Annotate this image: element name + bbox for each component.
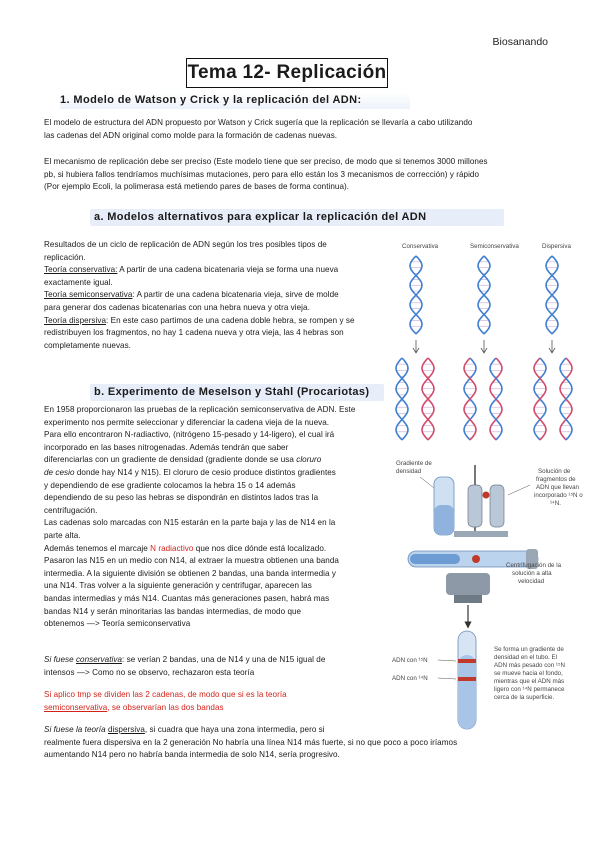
- svg-text:se mueve hacia el fondo,: se mueve hacia el fondo,: [494, 670, 563, 677]
- svg-text:ADN que llevan: ADN que llevan: [536, 484, 579, 491]
- parent-helix-1: [410, 256, 422, 334]
- svg-text:mientras que el ADN más: mientras que el ADN más: [494, 678, 565, 685]
- brand-label: Biosanando: [492, 36, 548, 48]
- dispersiva-term: Teoría dispersiva: [44, 315, 107, 325]
- svg-text:Centrifugación de la: Centrifugación de la: [506, 562, 562, 569]
- conservativa-note: Si fuese conservativa: se verían 2 bandas, una de N14 y una de N15 igual de intensos —> Como no se observo, rechazaron esta teoría: [44, 655, 326, 677]
- section1-heading: 1. Modelo de Watson y Crick y la replicación del ADN:: [60, 92, 410, 109]
- svg-text:Gradiente de: Gradiente de: [396, 460, 432, 467]
- parent-helix-2: [478, 256, 490, 334]
- svg-text:Solución de: Solución de: [538, 468, 571, 475]
- col-conservativa-label: Conservativa: [402, 243, 439, 250]
- col-semiconservativa-label: Semiconservativa: [470, 243, 519, 250]
- replication-models-figure: [392, 236, 582, 451]
- svg-text:fragmentos de: fragmentos de: [536, 476, 576, 483]
- col-dispersiva-label: Dispersiva: [542, 243, 571, 250]
- dispersiva-note: Si fuese la teoría dispersiva, si cuadra que haya una zona intermedia, pero si realmente fuera dispersiva en la 2 generación No habría una línea N14 más fuerte, si no que poco a poco iríamos aumentando N14 pero no habría banda intermedia de solo N14, sería progresivo.: [44, 725, 458, 760]
- meselson-stahl-figure: [390, 455, 595, 735]
- svg-text:Se forma un gradiente de: Se forma un gradiente de: [494, 646, 564, 653]
- svg-text:velocidad: velocidad: [518, 578, 545, 585]
- svg-text:¹⁴N.: ¹⁴N.: [550, 500, 561, 507]
- svg-text:ligero con ¹⁴N permanece: ligero con ¹⁴N permanece: [494, 686, 565, 693]
- conservativa-term: Teoría conservativa:: [44, 265, 118, 275]
- conservativa-daughter-2: [422, 358, 434, 440]
- svg-text:densidad: densidad: [396, 468, 422, 475]
- band-n14-label: ADN con ¹⁴N: [392, 675, 428, 682]
- sectionA-text: Resultados de un ciclo de replicación de ADN según los tres posibles tipos de replicación. Teoría conservativa: A partir de una cadena bicatenaria vieja se forma una nueva exactamente igual. Teoría semiconservativa: A partir de una cadena bicatenaria vieja, sirve de molde para generar dos cadenas bicatenarias con una hebra nueva y otra vieja. Teoría dispersiva: En este caso partimos de una cadena doble hebra, se rompen y se redistribuyen los fragmentos, no hay 1 cadena nueva y otra vieja, las 4 hebras son completamente nuevas.: [44, 240, 355, 350]
- svg-text:cerca de la superficie.: cerca de la superficie.: [494, 694, 555, 701]
- parent-helix-3: [546, 256, 558, 334]
- semiconservativa-term: Teoría semiconservativa: [44, 290, 133, 300]
- sectionA-heading: a. Modelos alternativos para explicar la replicación del ADN: [90, 209, 504, 226]
- svg-text:solución a alta: solución a alta: [512, 570, 552, 577]
- semiconservativa-note: Si aplico tmp se dividen las 2 cadenas, de modo que si es la teoría semiconservativa, se observarían las dos bandas: [44, 690, 287, 712]
- section1-paragraph1: El modelo de estructura del ADN propuesto por Watson y Crick sugería que la replicación se llevaría a cabo utilizando las cadenas del ADN original como molde para la formación de cadenas nuevas.: [44, 118, 473, 140]
- svg-text:densidad en el tubo. El: densidad en el tubo. El: [494, 654, 557, 661]
- semiconservativa-daughter-2: [490, 358, 502, 440]
- dispersiva-daughter-2: [560, 358, 572, 440]
- svg-text:incorporado ¹⁵N o: incorporado ¹⁵N o: [534, 492, 583, 499]
- sectionB-heading: b. Experimento de Meselson y Stahl (Procariotas): [90, 384, 384, 401]
- n-radiactivo-highlight: N radiactivo: [150, 543, 194, 553]
- sectionB-text: En 1958 proporcionaron las pruebas de la replicación semiconservativa de ADN. Este experimento nos permite seleccionar y diferenciar la cadena vieja de la nueva. Para ello encontraron N-radiactivo, (nitrógeno 15-pesado y 14-ligero), el cual irá incorporado en las bases nitrogenadas. Además tendrán que saber diferenciarlas con un gradiente de densidad (gradiente donde se usa cloruro de cesio donde hay N14 y N15). El cloruro de cesio produce distintos gradientes y dependiendo de ese gradiente colocamos la hebra 15 o 14 además dependiendo de su peso las hebras se dispondrán en distintos lados tras la centrifugación. Las cadenas solo marcadas con N15 estarán en la parte baja y las de N14 en la parte alta. Además tenemos el marcaje N radiactivo que nos dice dónde está localizado. Pasaron las N15 en un medio con N14, al extraer la muestra obtienen una banda intermedia. A la siguiente división se obtienen 2 bandas, una banda intermedia y una N14. Tras volver a la siguiente generación y centrifugar, aparecen las bandas intermedias y más N14. Cuantas más generaciones pasen, habrá mas bandas N14 y serán minoritarias las bandas intermedias, de modo que obtenemos —> Teoría semiconservativa: [44, 405, 356, 629]
- svg-text:ADN más pesado con ¹⁵N: ADN más pesado con ¹⁵N: [494, 662, 565, 669]
- semiconservativa-daughter-1: [464, 358, 476, 440]
- band-n15-label: ADN con ¹⁵N: [392, 657, 428, 664]
- section1-paragraph2: El mecanismo de replicación debe ser preciso (Este modelo tiene que ser preciso, de modo que si tenemos 3000 millones pb, si hubiera fallos tendríamos muchísimas mutaciones, pero para ello están los 3 mecanismos de corrección) y rápido (Por ejemplo Ecoli, la polimerasa está metiendo pares de bases de forma continua).: [44, 157, 488, 192]
- dispersiva-daughter-1: [534, 358, 546, 440]
- page-title: Tema 12- Replicación: [186, 58, 388, 88]
